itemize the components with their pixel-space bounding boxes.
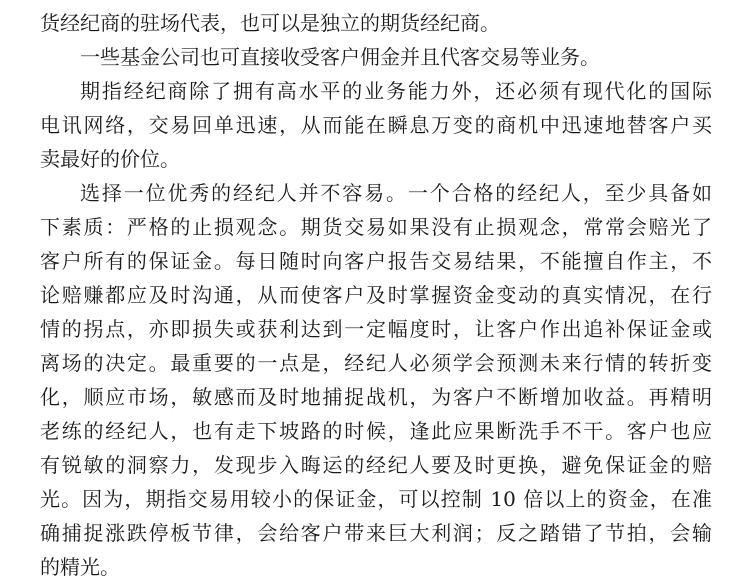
text-line: 有锐敏的洞察力，发现步入晦运的经纪人要及时更换，避免保证金的赔 [40,453,712,477]
text-line: 卖最好的价位。 [40,147,180,171]
text-line: 货经纪商的驻场代表，也可以是独立的期货经纪商。 [40,11,500,35]
paragraph-4 [40,176,712,584]
paragraph-3 [40,74,712,176]
text-line: 论赔赚都应及时沟通，从而使客户及时掌握资金变动的真实情况，在行 [40,283,712,307]
text-line: 下素质：严格的止损观念。期货交易如果没有止损观念，常常会赔光了 [40,215,712,239]
text-line: 情的拐点，亦即损失或获利达到一定幅度时，让客户作出追补保证金或 [40,317,712,341]
text-line: 选择一位优秀的经纪人并不容易。一个合格的经纪人，至少具备如 [80,181,712,205]
text-line: 客户所有的保证金。每日随时向客户报告交易结果，不能擅自作主，不 [40,249,712,273]
text-line: 期指经纪商除了拥有高水平的业务能力外，还必须有现代化的国际 [80,79,712,103]
text-line: 确捕捉涨跌停板节律，会给客户带来巨大利润；反之踏错了节拍，会输 [40,521,712,545]
text-line: 化，顺应市场，敏感而及时地捕捉战机，为客户不断增加收益。再精明 [40,385,712,409]
text-line: 老练的经纪人，也有走下坡路的时候，逢此应果断洗手不干。客户也应 [40,419,712,443]
paragraph-2 [40,40,712,74]
text-line: 的精光。 [40,555,120,579]
document-page [40,6,712,584]
text-line: 光。因为，期指交易用较小的保证金，可以控制 10 倍以上的资金，在准 [40,487,712,511]
paragraph-1 [40,6,712,40]
text-line: 一些基金公司也可直接收受客户佣金并且代客交易等业务。 [80,45,600,69]
text-line: 离场的决定。最重要的一点是，经纪人必须学会预测未来行情的转折变 [40,351,712,375]
text-line: 电讯网络，交易回单迅速，从而能在瞬息万变的商机中迅速地替客户买 [40,113,712,137]
